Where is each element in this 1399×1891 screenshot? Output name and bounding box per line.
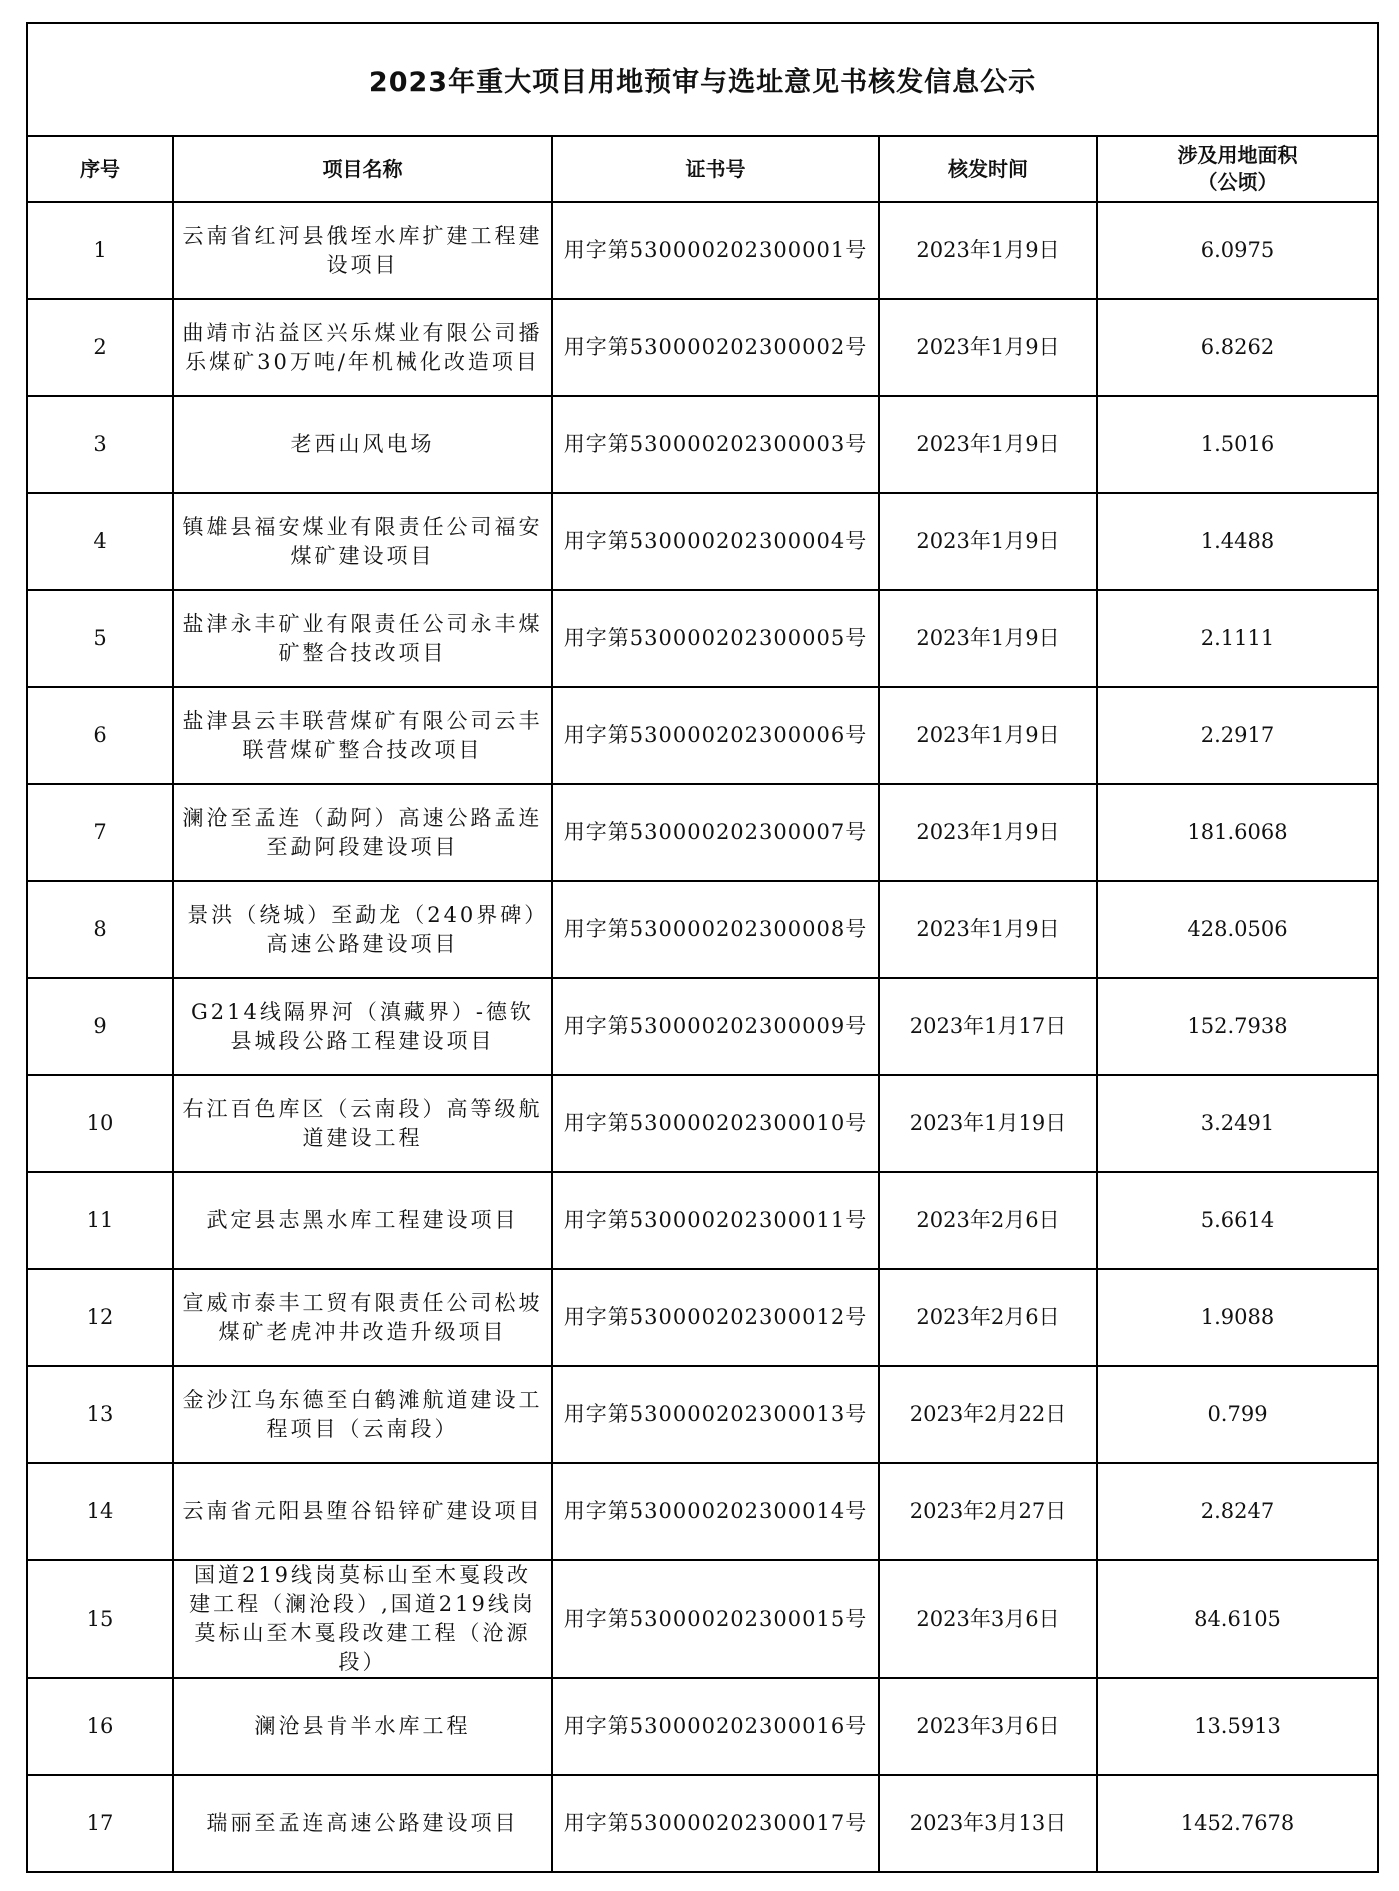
table-row [28, 784, 1377, 881]
cell-index: 4 [28, 493, 173, 590]
cell-cert: 用字第530000202300010号 [552, 1075, 879, 1172]
cell-area: 2.1111 [1097, 590, 1377, 687]
table-row [28, 1678, 1377, 1775]
table-row [28, 299, 1377, 396]
table-row [28, 687, 1377, 784]
header-cert: 证书号 [552, 137, 879, 202]
cell-cert: 用字第530000202300015号 [552, 1560, 879, 1678]
cell-cert: 用字第530000202300001号 [552, 202, 879, 299]
cell-date: 2023年1月9日 [879, 687, 1097, 784]
cell-date: 2023年1月19日 [879, 1075, 1097, 1172]
cell-name: 国道219线岗莫标山至木戛段改建工程（澜沧段）,国道219线岗莫标山至木戛段改建工程（沧源段） [173, 1560, 552, 1678]
cell-index: 12 [28, 1269, 173, 1366]
cell-date: 2023年1月9日 [879, 590, 1097, 687]
cell-date: 2023年1月9日 [879, 881, 1097, 978]
cell-date: 2023年2月27日 [879, 1463, 1097, 1560]
announcement-table [26, 22, 1379, 1873]
cell-name: 盐津县云丰联营煤矿有限公司云丰联营煤矿整合技改项目 [173, 687, 552, 784]
cell-name: G214线隔界河（滇藏界）-德钦县城段公路工程建设项目 [173, 978, 552, 1075]
cell-cert: 用字第530000202300014号 [552, 1463, 879, 1560]
cell-area: 6.8262 [1097, 299, 1377, 396]
title-row [28, 24, 1377, 137]
cell-index: 3 [28, 396, 173, 493]
table-row [28, 978, 1377, 1075]
cell-name: 盐津永丰矿业有限责任公司永丰煤矿整合技改项目 [173, 590, 552, 687]
header-index: 序号 [28, 137, 173, 202]
header-row [28, 137, 1377, 202]
cell-date: 2023年3月6日 [879, 1560, 1097, 1678]
cell-name: 宣威市泰丰工贸有限责任公司松坡煤矿老虎冲井改造升级项目 [173, 1269, 552, 1366]
header-area-line2: （公顷） [1197, 170, 1278, 194]
cell-index: 17 [28, 1775, 173, 1871]
cell-name: 右江百色库区（云南段）高等级航道建设工程 [173, 1075, 552, 1172]
cell-index: 11 [28, 1172, 173, 1269]
table-row [28, 1269, 1377, 1366]
cell-name: 景洪（绕城）至勐龙（240界碑）高速公路建设项目 [173, 881, 552, 978]
table-row [28, 1560, 1377, 1678]
table-row [28, 590, 1377, 687]
header-date: 核发时间 [879, 137, 1097, 202]
cell-name: 曲靖市沾益区兴乐煤业有限公司播乐煤矿30万吨/年机械化改造项目 [173, 299, 552, 396]
cell-area: 1.5016 [1097, 396, 1377, 493]
cell-cert: 用字第530000202300008号 [552, 881, 879, 978]
cell-name: 澜沧县肯半水库工程 [173, 1678, 552, 1775]
cell-date: 2023年3月6日 [879, 1678, 1097, 1775]
cell-area: 0.799 [1097, 1366, 1377, 1463]
cell-index: 13 [28, 1366, 173, 1463]
cell-date: 2023年1月9日 [879, 493, 1097, 590]
cell-index: 14 [28, 1463, 173, 1560]
cell-name: 武定县志黑水库工程建设项目 [173, 1172, 552, 1269]
cell-cert: 用字第530000202300011号 [552, 1172, 879, 1269]
cell-date: 2023年1月9日 [879, 784, 1097, 881]
cell-date: 2023年1月9日 [879, 202, 1097, 299]
cell-date: 2023年1月9日 [879, 396, 1097, 493]
cell-area: 84.6105 [1097, 1560, 1377, 1678]
header-area [1097, 137, 1377, 202]
cell-area: 1.9088 [1097, 1269, 1377, 1366]
cell-index: 15 [28, 1560, 173, 1678]
cell-date: 2023年1月9日 [879, 299, 1097, 396]
cell-index: 2 [28, 299, 173, 396]
cell-date: 2023年2月22日 [879, 1366, 1097, 1463]
cell-area: 2.8247 [1097, 1463, 1377, 1560]
cell-index: 5 [28, 590, 173, 687]
cell-cert: 用字第530000202300004号 [552, 493, 879, 590]
cell-area: 5.6614 [1097, 1172, 1377, 1269]
cell-cert: 用字第530000202300006号 [552, 687, 879, 784]
cell-name: 金沙江乌东德至白鹤滩航道建设工程项目（云南段） [173, 1366, 552, 1463]
cell-area: 3.2491 [1097, 1075, 1377, 1172]
cell-date: 2023年3月13日 [879, 1775, 1097, 1871]
cell-cert: 用字第530000202300002号 [552, 299, 879, 396]
cell-cert: 用字第530000202300009号 [552, 978, 879, 1075]
cell-area: 1452.7678 [1097, 1775, 1377, 1871]
table-row [28, 1366, 1377, 1463]
cell-date: 2023年2月6日 [879, 1172, 1097, 1269]
cell-index: 7 [28, 784, 173, 881]
cell-date: 2023年1月17日 [879, 978, 1097, 1075]
cell-index: 9 [28, 978, 173, 1075]
cell-area: 428.0506 [1097, 881, 1377, 978]
table-row [28, 1075, 1377, 1172]
cell-index: 10 [28, 1075, 173, 1172]
table-row [28, 396, 1377, 493]
table-row [28, 493, 1377, 590]
cell-cert: 用字第530000202300013号 [552, 1366, 879, 1463]
page-title: 2023年重大项目用地预审与选址意见书核发信息公示 [368, 67, 1037, 98]
cell-name: 云南省红河县俄垤水库扩建工程建设项目 [173, 202, 552, 299]
table-row [28, 1172, 1377, 1269]
header-name: 项目名称 [173, 137, 552, 202]
cell-area: 6.0975 [1097, 202, 1377, 299]
cell-name: 云南省元阳县堕谷铅锌矿建设项目 [173, 1463, 552, 1560]
table-row [28, 1463, 1377, 1560]
table-row [28, 202, 1377, 299]
table-row [28, 1775, 1377, 1871]
header-area-line1: 涉及用地面积 [1177, 143, 1298, 167]
cell-cert: 用字第530000202300003号 [552, 396, 879, 493]
cell-index: 6 [28, 687, 173, 784]
cell-name: 镇雄县福安煤业有限责任公司福安煤矿建设项目 [173, 493, 552, 590]
cell-cert: 用字第530000202300005号 [552, 590, 879, 687]
cell-date: 2023年2月6日 [879, 1269, 1097, 1366]
cell-area: 181.6068 [1097, 784, 1377, 881]
cell-area: 13.5913 [1097, 1678, 1377, 1775]
cell-cert: 用字第530000202300012号 [552, 1269, 879, 1366]
cell-area: 2.2917 [1097, 687, 1377, 784]
cell-name: 澜沧至孟连（勐阿）高速公路孟连至勐阿段建设项目 [173, 784, 552, 881]
cell-area: 1.4488 [1097, 493, 1377, 590]
data-table [28, 137, 1377, 1871]
cell-area: 152.7938 [1097, 978, 1377, 1075]
cell-cert: 用字第530000202300017号 [552, 1775, 879, 1871]
cell-index: 1 [28, 202, 173, 299]
cell-cert: 用字第530000202300007号 [552, 784, 879, 881]
cell-index: 16 [28, 1678, 173, 1775]
cell-index: 8 [28, 881, 173, 978]
cell-name: 瑞丽至孟连高速公路建设项目 [173, 1775, 552, 1871]
cell-name: 老西山风电场 [173, 396, 552, 493]
table-row [28, 881, 1377, 978]
cell-cert: 用字第530000202300016号 [552, 1678, 879, 1775]
